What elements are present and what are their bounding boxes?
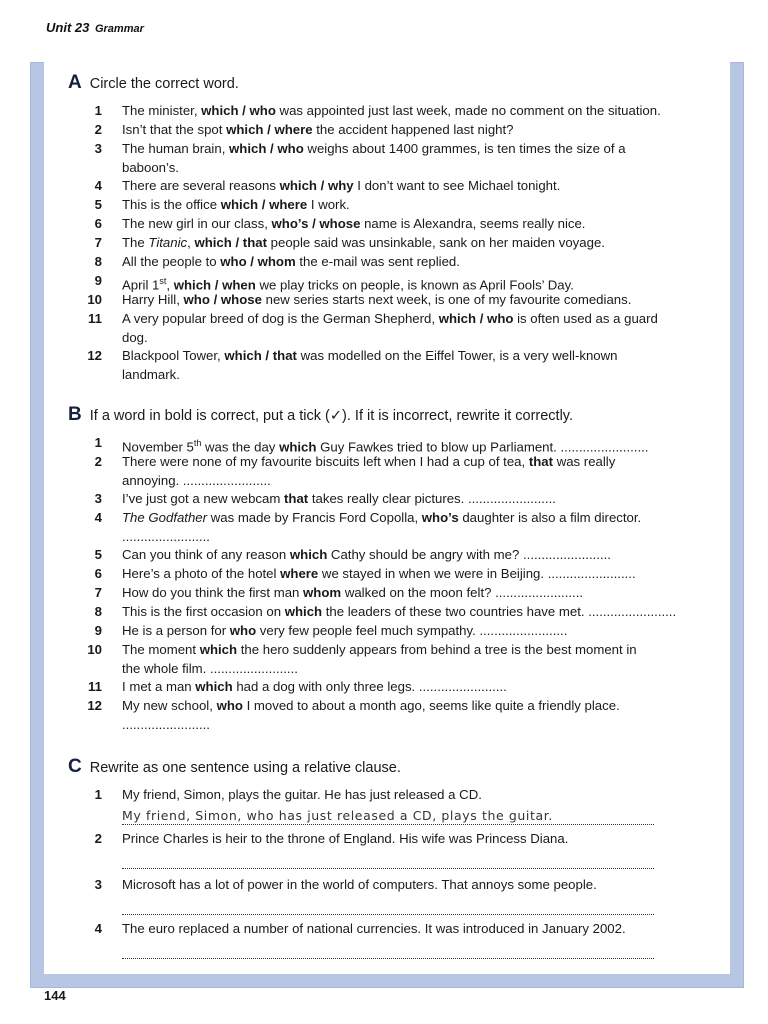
text-segment: Prince Charles is heir to the throne of England. His wife was Princess Diana. (122, 831, 569, 846)
unit-label: Unit 23 (46, 20, 90, 35)
item-text (122, 291, 690, 310)
text-segment: Here’s a photo of the hotel (122, 566, 281, 581)
text-segment: was the day (201, 439, 280, 455)
item-line (122, 347, 690, 366)
item-line (122, 253, 690, 272)
text-segment: The euro replaced a number of national currencies. It was introduced in January 2002. (122, 921, 626, 936)
text-segment: was modelled on the Eiffel Tower, is a very well-known (296, 348, 618, 363)
text-segment: very few people feel much sympathy. (256, 623, 480, 638)
item-line (122, 509, 690, 528)
item-text (122, 253, 690, 272)
section-b-title (68, 404, 573, 426)
text-segment: new series starts next week, is one of my favourite comedians. (261, 292, 632, 307)
answer-dots[interactable]: ........................ (479, 623, 568, 638)
item-number: 2 (94, 122, 102, 137)
item-line (122, 678, 690, 697)
text-segment: walked on the moon felt? (341, 585, 496, 600)
text-segment: Microsoft has a lot of power in the world of computers. That annoys some people. (122, 877, 597, 892)
item-line-continued (122, 472, 690, 491)
item-number: 4 (94, 510, 102, 525)
text-segment: , (187, 235, 195, 250)
answer-dots[interactable]: ........................ (588, 604, 677, 619)
item-number: 10 (87, 292, 102, 307)
text-segment: My friend, Simon, plays the guitar. He has just released a CD. (122, 787, 482, 802)
bold-choice[interactable]: which (284, 604, 323, 619)
text-segment: The (122, 235, 149, 250)
item-number: 5 (94, 197, 102, 212)
text-segment: Guy Fawkes tried to blow up Parliament. (316, 439, 561, 455)
bold-choice[interactable]: which / that (224, 348, 297, 363)
item-line (122, 697, 690, 716)
item-line-continued (122, 366, 690, 385)
text-segment: is often used as a guard (513, 311, 658, 326)
text-segment: was appointed just last week, made no comment on the situation. (275, 103, 661, 118)
item-number: 9 (94, 273, 102, 288)
item-number: 2 (94, 454, 102, 469)
text-segment: My new school, (122, 698, 217, 713)
bold-choice[interactable]: that (528, 454, 554, 469)
item-text (122, 584, 690, 603)
answer-dots[interactable]: ........................ (547, 566, 636, 581)
section-a-title (68, 72, 239, 94)
item-text (122, 347, 690, 384)
text-segment: November 5 (122, 439, 194, 455)
text-segment: The minister, (122, 103, 202, 118)
item-number: 1 (94, 435, 102, 450)
item-number: 9 (94, 623, 102, 638)
section-instruction: Rewrite as one sentence using a relative clause. (89, 760, 401, 776)
item-text (122, 603, 690, 622)
item-number: 3 (94, 491, 102, 506)
item-line (122, 565, 690, 584)
item-number: 10 (87, 642, 102, 657)
bold-choice[interactable]: which / why (279, 178, 354, 193)
item-line-continued (122, 159, 690, 178)
answer-dots[interactable]: ........................ (523, 547, 611, 562)
item-text (122, 697, 690, 734)
item-number: 12 (87, 348, 102, 363)
answer-dots[interactable]: ........................ (122, 716, 210, 732)
text-segment: The new girl in our class, (122, 216, 272, 231)
section-c-title (68, 756, 401, 778)
text-segment: dog. (122, 329, 148, 345)
item-line (122, 291, 690, 310)
item-line (122, 196, 690, 215)
item-line (122, 876, 690, 895)
text-segment: I work. (307, 197, 350, 212)
section-instruction: If a word in bold is correct, put a tick (✓). If it is incorrect, rewrite it correctly. (89, 408, 573, 424)
answer-dots[interactable]: ........................ (122, 528, 210, 544)
text-segment: All the people to (122, 254, 221, 269)
text-segment: Isn’t that the spot (122, 122, 227, 137)
text-segment: the leaders of these two countries have met. (322, 604, 589, 619)
bold-choice[interactable]: which / who (201, 103, 276, 118)
item-number: 2 (94, 831, 102, 846)
italic-title: The Godfather (122, 510, 208, 525)
item-number: 3 (94, 877, 102, 892)
text-segment: A very popular breed of dog is the German Shepherd, (122, 311, 439, 326)
item-line (122, 584, 690, 603)
text-segment: baboon’s. (122, 159, 179, 175)
item-line-continued (122, 528, 690, 547)
item-text (122, 121, 690, 140)
item-number: 3 (94, 141, 102, 156)
answer-line[interactable] (122, 824, 654, 825)
text-segment: the hero suddenly appears from behind a tree is the best moment in (237, 642, 637, 657)
item-text (122, 641, 690, 678)
bold-choice[interactable]: that (284, 491, 309, 506)
item-number: 5 (94, 547, 102, 562)
answer-dots[interactable]: ........................ (209, 660, 298, 676)
text-segment: takes really clear pictures. (308, 491, 468, 506)
bold-choice[interactable]: which / who (438, 311, 514, 326)
answer-line[interactable] (122, 958, 654, 959)
text-segment: Cathy should be angry with me? (327, 547, 523, 562)
bold-choice[interactable]: which (289, 547, 328, 562)
item-text (122, 177, 690, 196)
section-letter: A (68, 72, 82, 93)
text-segment: The moment (122, 642, 200, 657)
bold-choice[interactable]: which (279, 439, 317, 455)
answer-dots[interactable]: ........................ (467, 491, 556, 506)
item-line (122, 140, 690, 159)
text-segment: the accident happened last night? (312, 122, 514, 137)
answer-line[interactable] (122, 914, 654, 915)
item-line (122, 234, 690, 253)
bold-choice[interactable]: who / whose (183, 292, 262, 307)
superscript: th (193, 438, 202, 448)
text-segment: had a dog with only three legs. (232, 679, 419, 694)
text-segment: There were none of my favourite biscuits left when I had a cup of tea, (122, 454, 529, 469)
text-segment: I moved to about a month ago, seems like quite a friendly place. (242, 698, 620, 713)
bold-choice[interactable]: where (280, 566, 319, 581)
item-number: 4 (94, 921, 102, 936)
italic-title: Titanic (148, 235, 188, 250)
item-line-continued (122, 660, 690, 679)
item-text (122, 453, 690, 490)
page-number: 144 (44, 988, 66, 1003)
text-segment: , (166, 277, 174, 293)
section-letter: B (68, 404, 82, 425)
text-segment: people said was unsinkable, sank on her maiden voyage. (266, 235, 605, 250)
text-segment: was made by Francis Ford Copolla, (207, 510, 422, 525)
item-text (122, 490, 690, 509)
item-line (122, 215, 690, 234)
item-text (122, 546, 690, 565)
text-segment: How do you think the first man (122, 585, 304, 600)
item-line (122, 920, 690, 939)
text-segment: Harry Hill, (122, 292, 184, 307)
item-text (122, 102, 690, 121)
item-line (122, 603, 690, 622)
item-text (122, 565, 690, 584)
item-text (122, 234, 690, 253)
item-line (122, 546, 690, 565)
item-text (122, 215, 690, 234)
text-segment: name is Alexandra, seems really nice. (360, 216, 586, 231)
item-text (122, 920, 690, 939)
text-segment: He is a person for (122, 623, 230, 638)
item-number: 1 (94, 787, 102, 802)
text-segment: Blackpool Tower, (122, 348, 225, 363)
item-number: 1 (94, 103, 102, 118)
item-line-continued (122, 329, 690, 348)
text-segment: The human brain, (122, 141, 230, 156)
item-line (122, 310, 690, 329)
text-segment: weighs about 1400 grammes, is ten times the size of a (303, 141, 626, 156)
item-text (122, 509, 690, 546)
item-line (122, 177, 690, 196)
bold-choice[interactable]: which / where (220, 197, 308, 212)
bold-choice[interactable]: which (195, 679, 233, 694)
text-segment: There are several reasons (122, 178, 280, 193)
bold-choice[interactable]: who’s (421, 510, 459, 525)
item-line (122, 786, 690, 805)
item-text (122, 678, 690, 697)
answer-dots[interactable]: ........................ (182, 472, 271, 488)
section-instruction: Circle the correct word. (89, 76, 239, 92)
text-segment: April 1 (122, 277, 160, 293)
item-line (122, 830, 690, 849)
item-number: 11 (88, 679, 102, 694)
text-segment: I don’t want to see Michael tonight. (353, 178, 561, 193)
text-segment: landmark. (122, 366, 180, 382)
answer-dots[interactable]: ........................ (560, 439, 649, 455)
superscript: st (159, 276, 167, 286)
item-line (122, 121, 690, 140)
text-segment: I’ve just got a new webcam (122, 491, 284, 506)
item-number: 8 (94, 604, 102, 619)
item-text (122, 830, 690, 849)
item-text (122, 786, 690, 805)
bold-choice[interactable]: whom (303, 585, 342, 600)
written-answer: My friend, Simon, who has just released a CD, plays the guitar. (122, 808, 553, 823)
page-header (46, 20, 144, 35)
text-segment: was really (553, 454, 616, 469)
answer-dots[interactable]: ........................ (495, 585, 584, 600)
text-segment: daughter is also a film director. (458, 510, 642, 525)
item-text (122, 310, 690, 347)
bold-choice[interactable]: which / that (194, 235, 267, 250)
text-segment: we stayed in when we were in Beijing. (318, 566, 548, 581)
item-line (122, 102, 690, 121)
item-text (122, 876, 690, 895)
item-text (122, 622, 690, 641)
item-number: 8 (94, 254, 102, 269)
bold-choice[interactable]: which / who (229, 141, 304, 156)
text-segment: we play tricks on people, is known as April Fools’ Day. (255, 277, 574, 293)
item-number: 6 (94, 566, 102, 581)
answer-dots[interactable]: ........................ (418, 679, 507, 694)
item-line (122, 490, 690, 509)
bold-choice[interactable]: who / whom (220, 254, 296, 269)
item-number: 4 (94, 178, 102, 193)
text-segment: This is the office (122, 197, 221, 212)
item-line (122, 622, 690, 641)
bold-choice[interactable]: who’s / whose (271, 216, 361, 231)
item-line-continued (122, 716, 690, 735)
text-segment: the e-mail was sent replied. (295, 254, 460, 269)
item-number: 7 (94, 235, 102, 250)
text-segment: annoying. (122, 472, 183, 488)
item-text (122, 140, 690, 177)
item-number: 12 (87, 698, 102, 713)
bold-choice[interactable]: which / where (226, 122, 313, 137)
bold-choice[interactable]: which (199, 642, 238, 657)
answer-line[interactable] (122, 868, 654, 869)
bold-choice[interactable]: which / when (173, 277, 256, 293)
item-number: 11 (88, 311, 102, 326)
item-line (122, 641, 690, 660)
item-line (122, 453, 690, 472)
topic-label: Grammar (94, 23, 144, 35)
text-segment: the whole film. (122, 660, 210, 676)
item-text (122, 196, 690, 215)
section-letter: C (68, 756, 82, 777)
text-segment: This is the first occasion on (122, 604, 285, 619)
item-number: 6 (94, 216, 102, 231)
item-number: 7 (94, 585, 102, 600)
bold-choice[interactable]: who (229, 623, 257, 638)
text-segment: I met a man (122, 679, 196, 694)
text-segment: Can you think of any reason (122, 547, 290, 562)
bold-choice[interactable]: who (216, 698, 243, 713)
